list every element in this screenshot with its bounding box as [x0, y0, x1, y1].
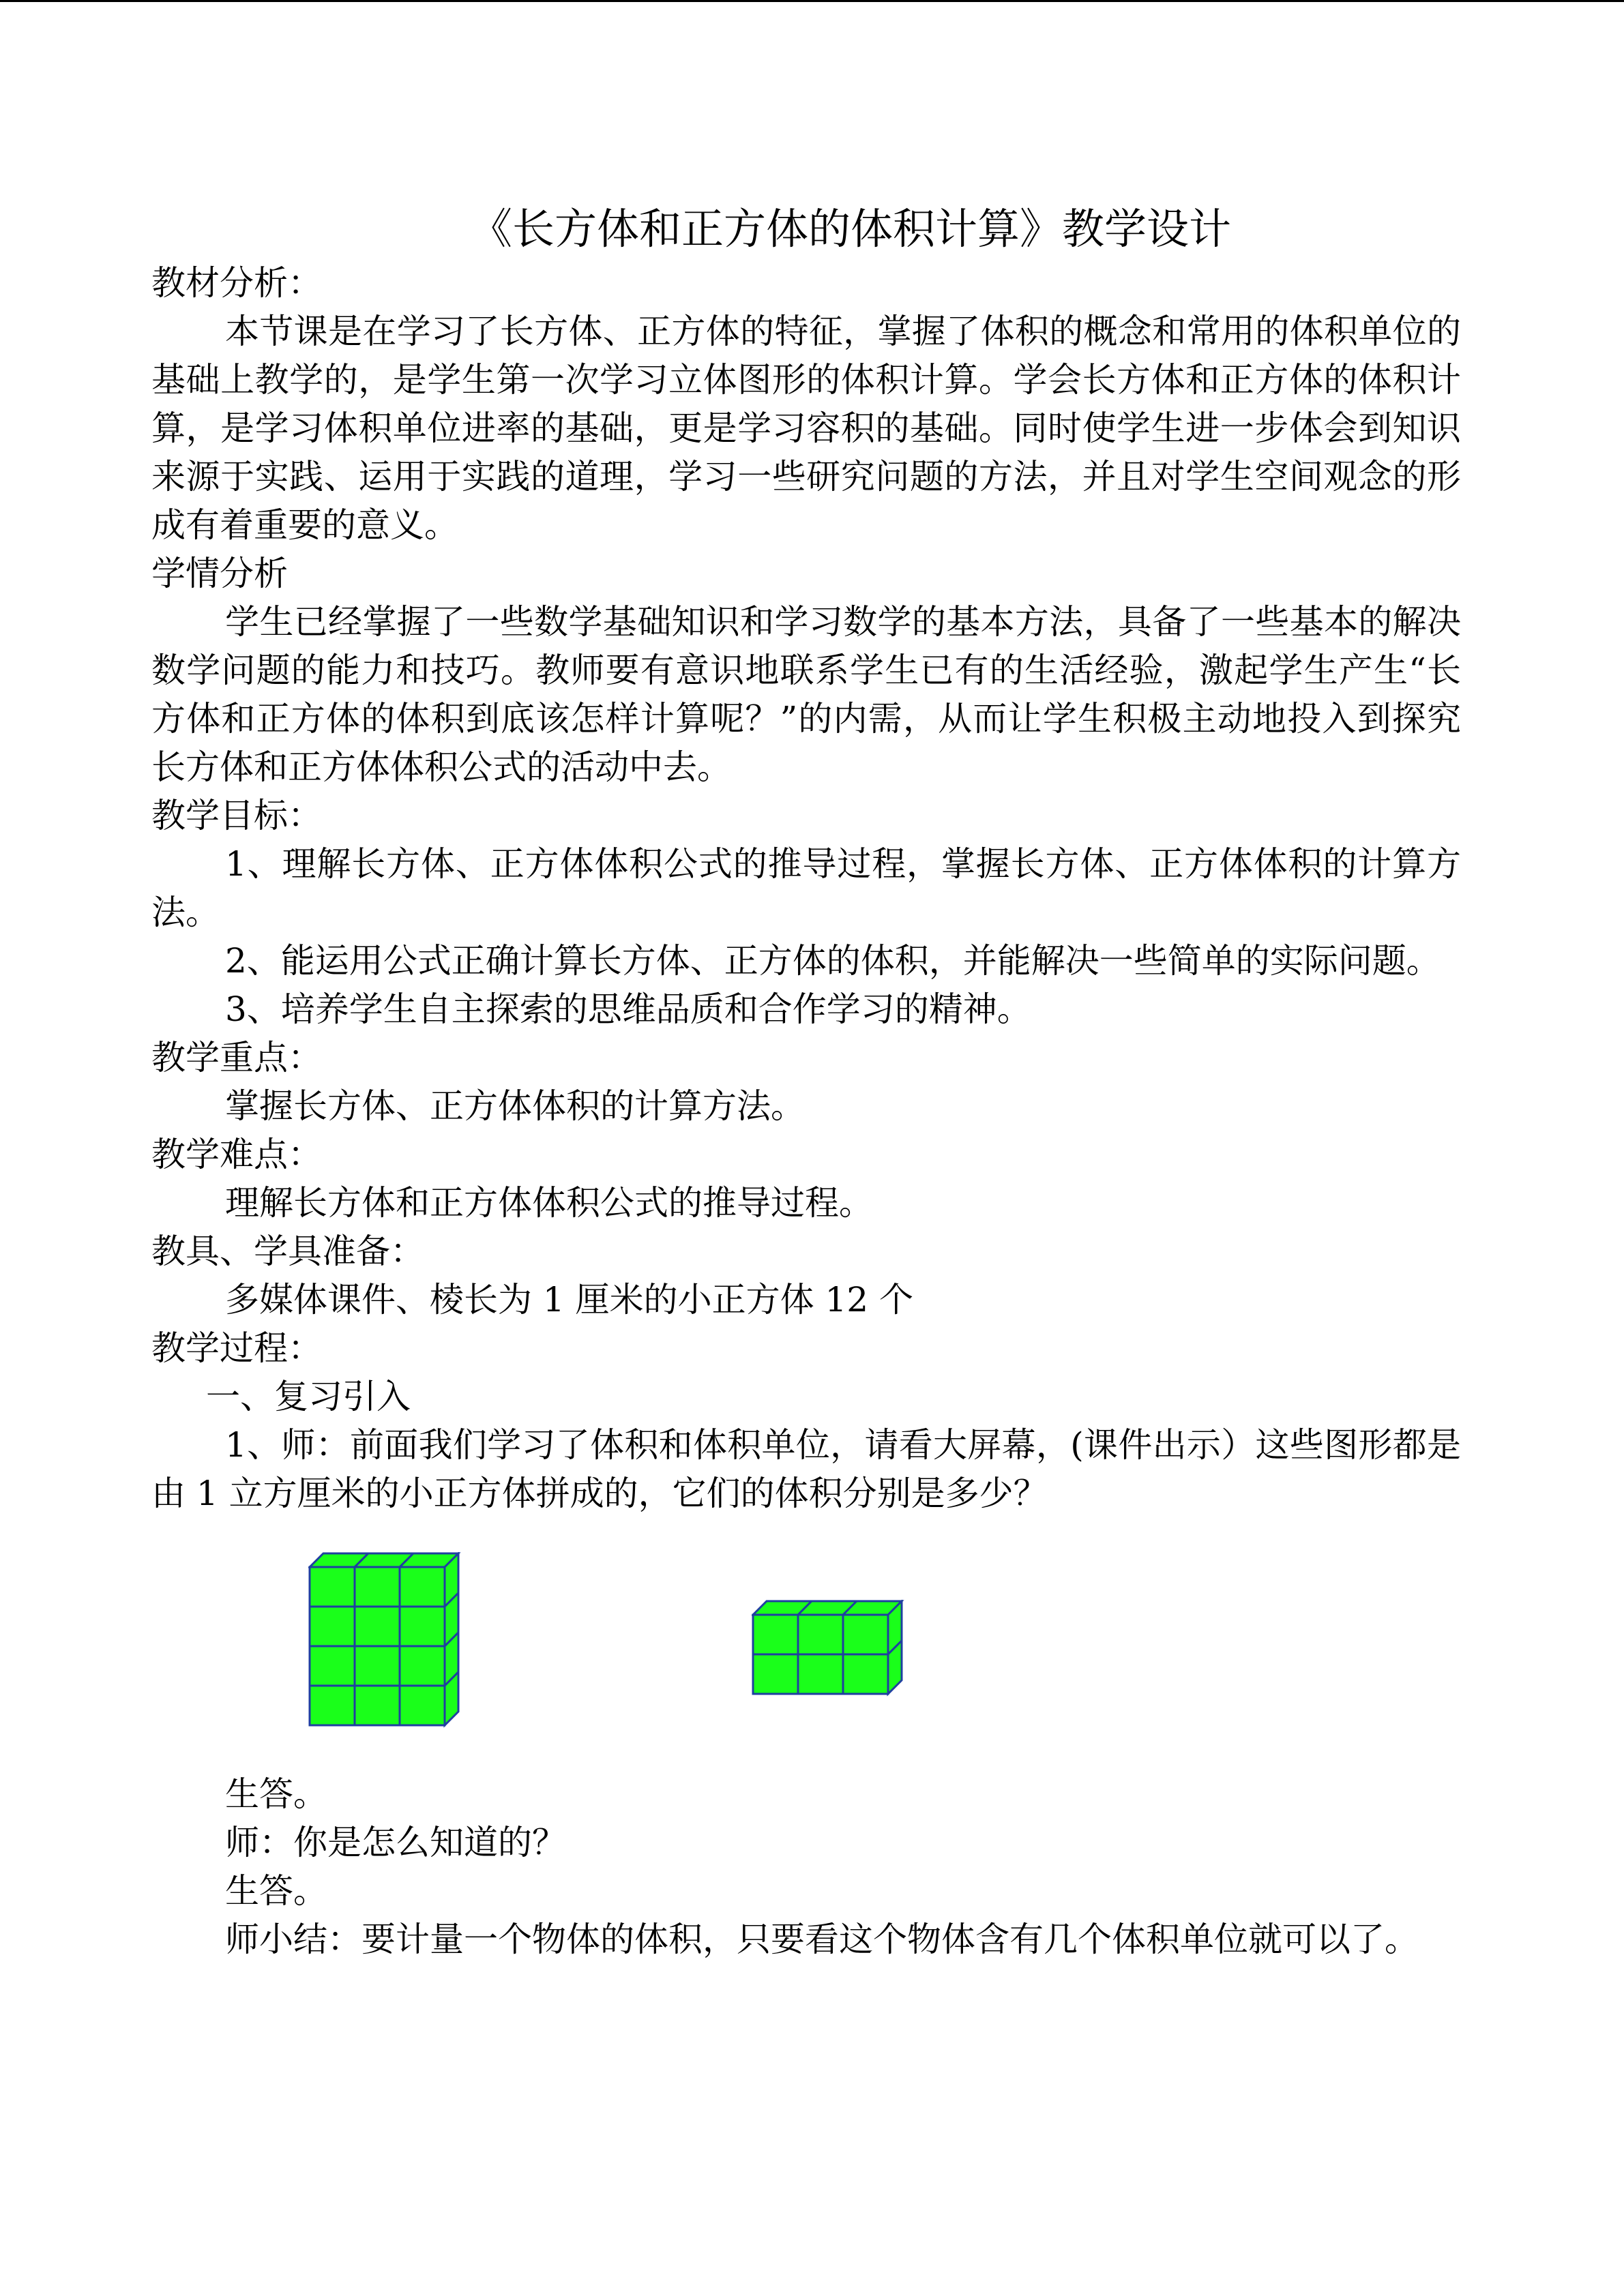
cube-figures [151, 1518, 1461, 1770]
key-text: 掌握长方体、正方体体积的计算方法。 [225, 1086, 805, 1126]
unit-cube-front [798, 1654, 843, 1694]
tools-heading: 教具、学具准备： [151, 1232, 424, 1271]
unit-cube-front [355, 1686, 400, 1725]
unit-cube-front [355, 1646, 400, 1686]
difficulty-heading: 教学难点： [151, 1135, 322, 1174]
unit-cube-front [355, 1567, 400, 1607]
unit-cube-front [843, 1615, 888, 1654]
unit-cube-front [400, 1607, 445, 1646]
unit-cube-front [753, 1615, 798, 1654]
teacher-summary: 师小结：要计量一个物体的体积，只要看这个物体含有几个体积单位就可以了。 [225, 1920, 1419, 1959]
unit-cube-front [310, 1686, 355, 1725]
answer-1: 生答。 [225, 1774, 327, 1814]
unit-cube-front [400, 1686, 445, 1725]
material-text: 本节课是在学习了长方体、正方体的特征，掌握了体积的概念和常用的体积单位的基础上教学的，是学生第一次学习立体图形的体积计算。学会长方体和正方体的体积计算，是学习体积单位进率的基础，更是学习容积的基础。同时使学生进一步体会到知识来源于实践、运用于实践的道理，学习一些研究问题的方法，并且对学生空间观念的形成有着重要的意义。 [151, 312, 1461, 545]
unit-cube-front [798, 1615, 843, 1654]
unit-cube-front [400, 1567, 445, 1607]
unit-cube-front [400, 1646, 445, 1686]
goal-item-3: 3、培养学生自主探索的思维品质和合作学习的精神。 [225, 989, 1031, 1029]
answer-2: 生答。 [225, 1871, 327, 1911]
cuboid-figure-12-cubes [308, 1552, 472, 1743]
difficulty-text: 理解长方体和正方体体积公式的推导过程。 [225, 1183, 873, 1223]
step-1-heading: 一、复习引入 [206, 1377, 411, 1416]
top-border-line [0, 0, 1624, 2]
document-page [151, 199, 1461, 1964]
unit-cube-front [753, 1654, 798, 1694]
unit-cube-front [310, 1607, 355, 1646]
student-text: 学生已经掌握了一些数学基础知识和学习数学的基本方法，具备了一些基本的解决数学问题的能力和技巧。教师要有意识地联系学生已有的生活经验，激起学生产生“长方体和正方体的体积到底该怎样计算呢？”的内需，从而让学生积极主动地投入到探究长方体和正方体体积公式的活动中去。 [151, 602, 1461, 787]
unit-cube-front [843, 1654, 888, 1694]
goal-item-2: 2、能运用公式正确计算长方体、正方体的体积，并能解决一些简单的实际问题。 [225, 941, 1441, 981]
goal-item-1: 1、理解长方体、正方体体积公式的推导过程，掌握长方体、正方体体积的计算方法。 [151, 844, 1461, 932]
unit-cube-front [355, 1607, 400, 1646]
unit-cube-front [310, 1567, 355, 1607]
process-heading: 教学过程： [151, 1328, 322, 1368]
key-heading: 教学重点： [151, 1038, 322, 1077]
goals-heading: 教学目标： [151, 796, 322, 835]
document-title: 《长方体和正方体的体积计算》教学设计 [469, 204, 1231, 254]
tools-text: 多媒体课件、棱长为 1 厘米的小正方体 12 个 [225, 1280, 914, 1320]
unit-cube-front [310, 1646, 355, 1686]
student-heading: 学情分析 [151, 554, 288, 593]
material-heading: 教材分析： [151, 263, 322, 303]
cuboid-figure-6-cubes [752, 1600, 915, 1709]
question-1: 1、师：前面我们学习了体积和体积单位，请看大屏幕，(课件出示）这些图形都是由 1 立方厘米的小正方体拼成的，它们的体积分别是多少？ [151, 1425, 1461, 1513]
question-2: 师：你是怎么知道的？ [225, 1823, 566, 1862]
